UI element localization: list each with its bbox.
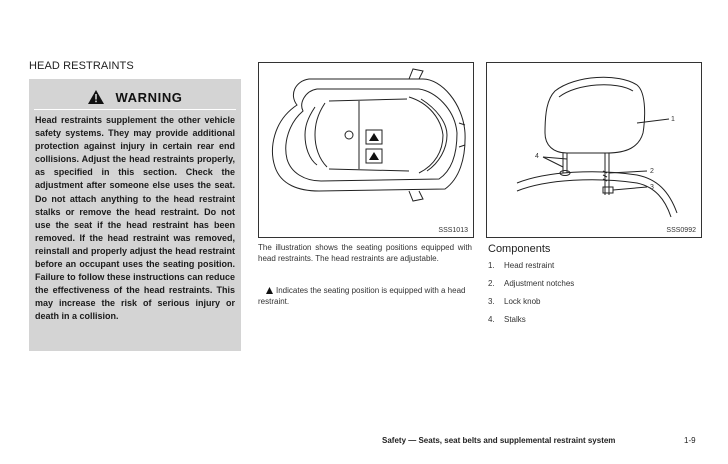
component-item: [488, 315, 526, 324]
head-restraint-figure: [486, 62, 702, 238]
figure-code: SSS1013: [438, 227, 468, 234]
component-number: 4.: [488, 315, 495, 324]
figure-note: [258, 285, 472, 308]
car-top-view-illustration: [259, 63, 473, 237]
component-number: 2.: [488, 279, 495, 288]
section-title: HEAD RESTRAINTS: [29, 60, 134, 72]
component-label: Lock knob: [504, 297, 541, 306]
callout-2: 2: [650, 168, 654, 175]
component-number: 1.: [488, 261, 495, 270]
component-label: Head restraint: [504, 261, 555, 270]
figure-note-text: Indicates the seating position is equipped with a head restraint.: [258, 286, 466, 307]
warning-text: Head restraints supplement the other vehicle safety systems. They may provide additional protection against injury in certain rear end collisions. Adjust the head restraints properly, as specified in this section. Check the adjustment after someone else uses the seat. Do not attach anything to the head restraint stalks or remove the head restraint. Do not use the seat if the head restraint has been removed. If the head restraint was removed, reinstall and properly adjust the head restraint before an occupant uses the seating position. Failure to follow these instructions can reduce the effectiveness of the head restraints. This may increase the risk of serious injury or death in a collision.: [35, 115, 235, 322]
warning-header: [29, 83, 241, 111]
components-title: Components: [488, 243, 551, 255]
callout-3: 3: [650, 184, 654, 191]
warning-title: WARNING: [115, 89, 183, 105]
callout-4: 4: [535, 153, 539, 160]
component-item: [488, 261, 554, 270]
figure-description: The illustration shows the seating positions equipped with head restraints. The head restraints are adjustable.: [258, 243, 472, 264]
figure-code: SSS0992: [666, 227, 696, 234]
seating-positions-figure: [258, 62, 474, 238]
callout-1: 1: [671, 116, 675, 123]
component-label: Stalks: [504, 315, 526, 324]
component-item: [488, 297, 540, 306]
triangle-icon: [266, 287, 273, 294]
page-number: 1-9: [684, 436, 696, 445]
warning-triangle-icon: [87, 89, 105, 105]
component-item: [488, 279, 574, 288]
warning-divider: [34, 109, 236, 110]
component-number: 3.: [488, 297, 495, 306]
component-label: Adjustment notches: [504, 279, 575, 288]
footer-section-title: Safety — Seats, seat belts and supplemental restraint system: [382, 436, 616, 445]
head-restraint-illustration: [487, 63, 701, 237]
warning-box: [29, 79, 241, 351]
